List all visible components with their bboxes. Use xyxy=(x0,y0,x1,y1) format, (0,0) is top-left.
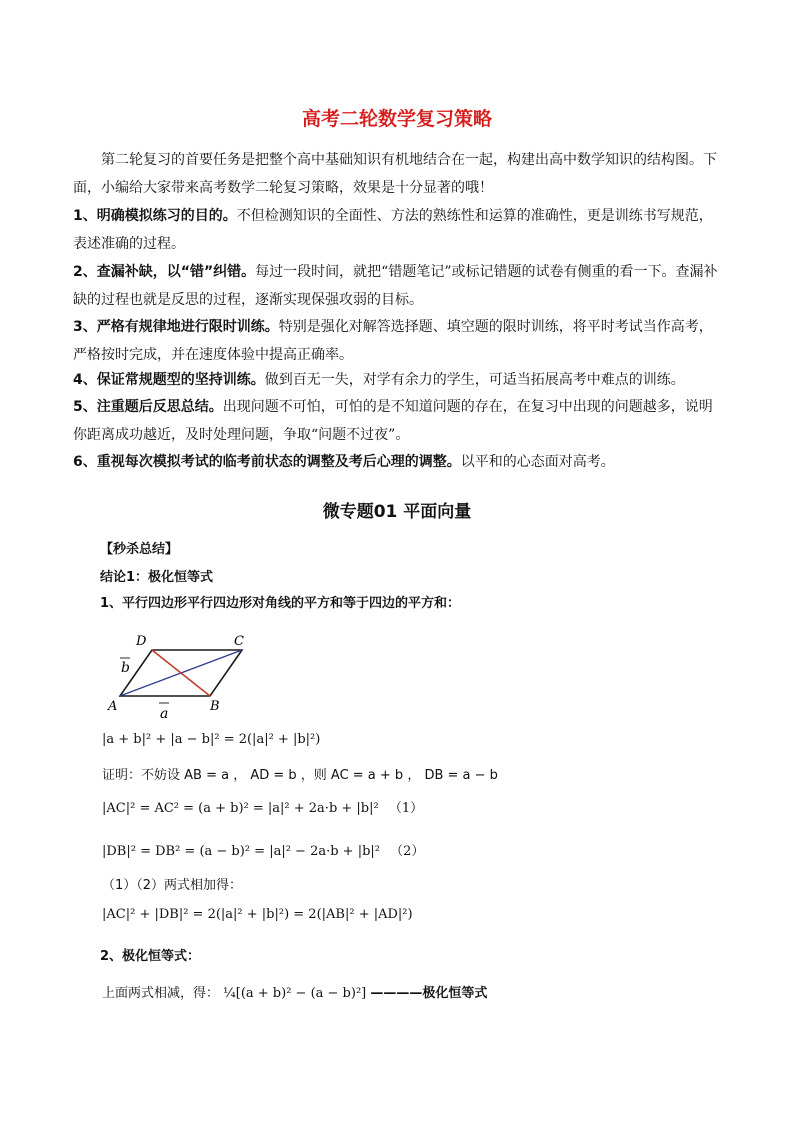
equation-4: ¼[(a + b)² − (a − b)²] xyxy=(223,986,367,1001)
label-vector-b: b xyxy=(121,660,130,676)
strategy-3-head: 3、严格有规律地进行限时训练。 xyxy=(73,319,279,335)
parallelogram-figure xyxy=(100,628,260,722)
strategy-5-head: 5、注重题后反思总结。 xyxy=(73,399,223,415)
equation-3: |AC|² + |DB|² = 2(|a|² + |b|²) = 2(|AB|² + |AD|²) xyxy=(102,907,413,922)
strategy-6-head: 6、重视每次模拟考试的临考前状态的调整及考后心理的调整。 xyxy=(73,454,461,470)
strategy-2-body: 每过一段时间，就把“错题笔记”或标记错题的试卷有侧重的看一下。查漏补缺的过程也就是反思的过程，逐渐实现保强攻弱的目标。 xyxy=(73,264,718,308)
strategy-4 xyxy=(73,366,725,394)
equation-4-tail: ————极化恒等式 xyxy=(370,986,488,1001)
equation-2-body: |DB|² = DB² = (a − b)² = |a|² − 2a·b + |b|² xyxy=(102,844,380,859)
equation-1 xyxy=(102,797,423,816)
strategy-6-body: 以平和的心态面对高考。 xyxy=(460,454,615,470)
equation-2 xyxy=(102,840,424,859)
equation-4-row xyxy=(102,982,487,1001)
equation-main: |a + b|² + |a − b|² = 2(|a|² + |b|²) xyxy=(102,732,321,747)
proof-line: 证明：不妨设 AB = a ， AD = b ，则 AC = a + b ， DB = a − b xyxy=(102,768,498,783)
label-d: D xyxy=(136,634,147,649)
subtract-text: 上面两式相减，得： xyxy=(102,986,220,1001)
item-2: 2、极化恒等式： xyxy=(100,949,201,964)
strategy-2 xyxy=(73,258,725,314)
equation-1-body: |AC|² = AC² = (a + b)² = |a|² + 2a·b + |b|² xyxy=(102,801,379,816)
strategy-6 xyxy=(73,448,725,476)
strategy-5 xyxy=(73,393,725,449)
section-title: 微专题01 平面向量 xyxy=(322,502,472,522)
strategy-5-body: 出现问题不可怕，可怕的是不知道问题的存在，在复习中出现的问题越多，说明你距离成功越近，及时处理问题，争取“问题不过夜”。 xyxy=(73,399,713,443)
strategy-1-head: 1、明确模拟练习的目的。 xyxy=(73,208,237,224)
label-a: A xyxy=(108,699,118,714)
equation-1-tag: （1） xyxy=(388,801,424,816)
strategy-4-body: 做到百无一失，对学有余力的学生，可适当拓展高考中难点的训练。 xyxy=(264,372,685,388)
strategy-1 xyxy=(73,202,725,258)
strategy-1-body: 不但检测知识的全面性、方法的熟练性和运算的准确性，更是训练书写规范，表述准确的过程。 xyxy=(73,208,713,252)
label-c: C xyxy=(234,634,244,649)
conclusion-1: 结论1：极化恒等式 xyxy=(100,570,214,585)
strategy-3-body: 特别是强化对解答选择题、填空题的限时训练，将平时考试当作高考，严格按时完成，并在速度体验中提高正确率。 xyxy=(73,319,713,363)
label-b: B xyxy=(210,699,220,714)
equation-2-tag: （2） xyxy=(390,844,425,859)
strategy-3 xyxy=(73,313,725,369)
item-1: 1、平行四边形平行四边形对角线的平方和等于四边的平方和： xyxy=(100,596,461,611)
summary-tag: 【秒杀总结】 xyxy=(100,542,179,557)
intro-paragraph: 第二轮复习的首要任务是把整个高中基础知识有机地结合在一起，构建出高中数学知识的结构图。下面，小编给大家带来高考数学二轮复习策略，效果是十分显著的哦！ xyxy=(73,152,717,196)
strategy-4-head: 4、保证常规题型的坚持训练。 xyxy=(73,372,265,388)
document-title: 高考二轮数学复习策略 xyxy=(301,108,492,130)
strategy-2-head: 2、查漏补缺，以“错”纠错。 xyxy=(73,264,256,280)
label-vector-a: a xyxy=(160,706,169,722)
diagonal-db xyxy=(152,650,210,696)
add-text: （1）（2）两式相加得： xyxy=(102,878,243,893)
